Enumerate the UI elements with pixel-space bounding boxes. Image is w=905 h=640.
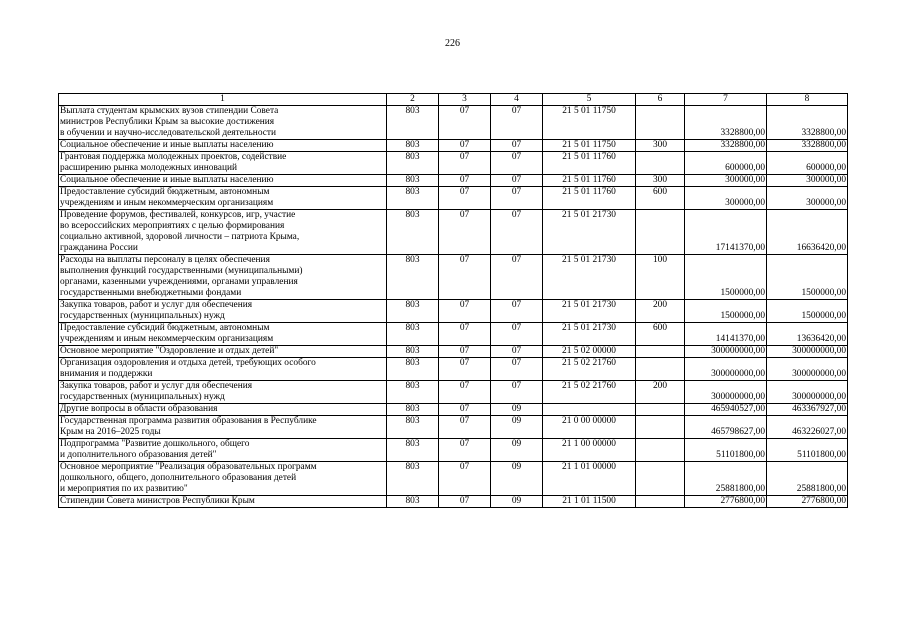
section-code-cell: 07	[439, 106, 491, 140]
target-article-cell: 21 5 01 21730	[543, 323, 636, 346]
expense-type-cell: 300	[636, 140, 685, 152]
ministry-code-cell: 803	[387, 496, 439, 508]
ministry-code-cell: 803	[387, 404, 439, 416]
amount-year1-cell: 3328800,00	[685, 106, 767, 140]
subsection-code-cell: 07	[491, 210, 543, 255]
expense-type-cell: 300	[636, 175, 685, 187]
row-description	[59, 175, 387, 187]
column-header: 2	[387, 94, 439, 106]
amount-year1-cell: 25881800,00	[685, 462, 767, 496]
table-row	[59, 175, 848, 187]
table-row	[59, 346, 848, 358]
description-line: Закупка товаров, работ и услуг для обеспечения	[60, 300, 253, 310]
subsection-code-cell: 07	[491, 187, 543, 210]
section-code-cell: 07	[439, 300, 491, 323]
amount-year1-cell: 3328800,00	[685, 140, 767, 152]
target-article-cell	[543, 404, 636, 416]
amount-year2-cell: 300000,00	[767, 187, 848, 210]
subsection-code-cell: 07	[491, 140, 543, 152]
expense-type-cell	[636, 416, 685, 439]
amount-year1-cell: 51101800,00	[685, 439, 767, 462]
expense-type-cell	[636, 346, 685, 358]
section-code-cell: 07	[439, 175, 491, 187]
budget-table	[58, 93, 848, 508]
amount-year1-cell: 1500000,00	[685, 255, 767, 300]
amount-year1-cell: 465940527,00	[685, 404, 767, 416]
table-row	[59, 255, 848, 300]
target-article-cell: 21 1 01 00000	[543, 462, 636, 496]
row-description	[59, 323, 387, 346]
table-row	[59, 152, 848, 175]
description-line: Социальное обеспечение и иные выплаты населению	[60, 140, 274, 150]
row-description	[59, 140, 387, 152]
section-code-cell: 07	[439, 323, 491, 346]
expense-type-cell: 200	[636, 381, 685, 404]
table-row	[59, 300, 848, 323]
ministry-code-cell: 803	[387, 439, 439, 462]
description-line: государственных (муниципальных) нужд	[60, 311, 225, 321]
ministry-code-cell: 803	[387, 106, 439, 140]
section-code-cell: 07	[439, 439, 491, 462]
row-description	[59, 187, 387, 210]
target-article-cell: 21 5 02 21760	[543, 358, 636, 381]
ministry-code-cell: 803	[387, 175, 439, 187]
description-line: гражданина России	[60, 243, 138, 253]
ministry-code-cell: 803	[387, 300, 439, 323]
section-code-cell: 07	[439, 358, 491, 381]
target-article-cell: 21 5 01 21730	[543, 255, 636, 300]
row-description	[59, 381, 387, 404]
amount-year2-cell: 300000,00	[767, 175, 848, 187]
subsection-code-cell: 07	[491, 346, 543, 358]
description-line: дошкольного, общего, дополнительного образования детей	[60, 473, 297, 483]
table-row	[59, 404, 848, 416]
amount-year1-cell: 17141370,00	[685, 210, 767, 255]
expense-type-cell	[636, 496, 685, 508]
column-header: 8	[767, 94, 848, 106]
description-line: внимания и поддержки	[60, 369, 153, 379]
amount-year2-cell: 600000,00	[767, 152, 848, 175]
subsection-code-cell: 09	[491, 439, 543, 462]
target-article-cell: 21 1 00 00000	[543, 439, 636, 462]
expense-type-cell	[636, 404, 685, 416]
expense-type-cell	[636, 439, 685, 462]
header-row	[59, 94, 848, 106]
description-line: Грантовая поддержка молодежных проектов, содействие	[60, 152, 287, 162]
amount-year2-cell: 13636420,00	[767, 323, 848, 346]
table-row	[59, 439, 848, 462]
row-description	[59, 106, 387, 140]
description-line: Другие вопросы в области образования	[60, 404, 218, 414]
ministry-code-cell: 803	[387, 462, 439, 496]
amount-year2-cell: 25881800,00	[767, 462, 848, 496]
table-row	[59, 416, 848, 439]
amount-year1-cell: 465798627,00	[685, 416, 767, 439]
ministry-code-cell: 803	[387, 187, 439, 210]
row-description	[59, 300, 387, 323]
ministry-code-cell: 803	[387, 381, 439, 404]
row-description	[59, 404, 387, 416]
subsection-code-cell: 07	[491, 106, 543, 140]
expense-type-cell	[636, 152, 685, 175]
subsection-code-cell: 09	[491, 496, 543, 508]
description-line: Расходы на выплаты персоналу в целях обеспечения	[60, 255, 270, 265]
table-row	[59, 323, 848, 346]
section-code-cell: 07	[439, 152, 491, 175]
table-row	[59, 358, 848, 381]
column-header: 1	[59, 94, 387, 106]
expense-type-cell: 600	[636, 187, 685, 210]
expense-type-cell: 100	[636, 255, 685, 300]
table-row	[59, 381, 848, 404]
description-line: Подпрограмма "Развитие дошкольного, общего	[60, 439, 250, 449]
target-article-cell: 21 0 00 00000	[543, 416, 636, 439]
section-code-cell: 07	[439, 210, 491, 255]
description-line: Государственная программа развития образования в Республике	[60, 416, 317, 426]
row-description	[59, 416, 387, 439]
amount-year1-cell: 300000000,00	[685, 346, 767, 358]
column-header: 3	[439, 94, 491, 106]
section-code-cell: 07	[439, 381, 491, 404]
expense-type-cell: 600	[636, 323, 685, 346]
description-line: в обучении и научно-исследовательской деятельности	[60, 128, 277, 138]
amount-year2-cell: 463367927,00	[767, 404, 848, 416]
row-description	[59, 210, 387, 255]
description-line: расширению рынка молодежных инноваций	[60, 163, 237, 173]
column-header: 5	[543, 94, 636, 106]
subsection-code-cell: 07	[491, 152, 543, 175]
row-description	[59, 462, 387, 496]
description-line: Закупка товаров, работ и услуг для обеспечения	[60, 381, 253, 391]
target-article-cell: 21 5 01 11760	[543, 175, 636, 187]
ministry-code-cell: 803	[387, 210, 439, 255]
amount-year2-cell: 300000000,00	[767, 358, 848, 381]
target-article-cell: 21 1 01 11500	[543, 496, 636, 508]
row-description	[59, 358, 387, 381]
section-code-cell: 07	[439, 346, 491, 358]
table-row	[59, 187, 848, 210]
target-article-cell: 21 5 01 21730	[543, 210, 636, 255]
table-row	[59, 140, 848, 152]
ministry-code-cell: 803	[387, 323, 439, 346]
description-line: и мероприятия по их развитию"	[60, 484, 188, 494]
description-line: Основное мероприятие "Оздоровление и отдых детей"	[60, 346, 279, 356]
description-line: социально активной, здоровой личности – патриота Крыма,	[60, 232, 300, 242]
section-code-cell: 07	[439, 496, 491, 508]
description-line: учреждениям и иным некоммерческим организациям	[60, 334, 274, 344]
description-line: Предоставление субсидий бюджетным, автономным	[60, 323, 270, 333]
section-code-cell: 07	[439, 404, 491, 416]
expense-type-cell	[636, 210, 685, 255]
description-line: Социальное обеспечение и иные выплаты населению	[60, 175, 274, 185]
description-line: выполнения функций государственными (муниципальными)	[60, 266, 303, 276]
subsection-code-cell: 07	[491, 323, 543, 346]
amount-year1-cell: 300000,00	[685, 187, 767, 210]
target-article-cell: 21 5 01 11750	[543, 106, 636, 140]
amount-year2-cell: 1500000,00	[767, 255, 848, 300]
subsection-code-cell: 07	[491, 358, 543, 381]
description-line: во всероссийских мероприятиях с целью формирования	[60, 221, 285, 231]
subsection-code-cell: 09	[491, 404, 543, 416]
amount-year2-cell: 300000000,00	[767, 381, 848, 404]
ministry-code-cell: 803	[387, 346, 439, 358]
ministry-code-cell: 803	[387, 140, 439, 152]
ministry-code-cell: 803	[387, 255, 439, 300]
description-line: Выплата студентам крымских вузов стипендии Совета	[60, 106, 279, 116]
description-line: Стипендии Совета министров Республики Крым	[60, 496, 255, 506]
amount-year1-cell: 300000000,00	[685, 358, 767, 381]
description-line: государственными внебюджетными фондами	[60, 288, 242, 298]
description-line: Предоставление субсидий бюджетным, автономным	[60, 187, 270, 197]
section-code-cell: 07	[439, 187, 491, 210]
amount-year2-cell: 3328800,00	[767, 140, 848, 152]
target-article-cell: 21 5 01 11760	[543, 152, 636, 175]
amount-year1-cell: 14141370,00	[685, 323, 767, 346]
subsection-code-cell: 07	[491, 175, 543, 187]
description-line: и дополнительного образования детей"	[60, 450, 217, 460]
table-body	[59, 106, 848, 508]
description-line: Основное мероприятие "Реализация образовательных программ	[60, 462, 317, 472]
subsection-code-cell: 07	[491, 255, 543, 300]
row-description	[59, 346, 387, 358]
row-description	[59, 496, 387, 508]
description-line: Крым на 2016–2025 годы	[60, 427, 161, 437]
amount-year1-cell: 2776800,00	[685, 496, 767, 508]
subsection-code-cell: 07	[491, 381, 543, 404]
row-description	[59, 152, 387, 175]
description-line: учреждениям и иным некоммерческим организациям	[60, 198, 274, 208]
amount-year2-cell: 300000000,00	[767, 346, 848, 358]
amount-year1-cell: 1500000,00	[685, 300, 767, 323]
target-article-cell: 21 5 02 21760	[543, 381, 636, 404]
section-code-cell: 07	[439, 140, 491, 152]
table-row	[59, 106, 848, 140]
target-article-cell: 21 5 02 00000	[543, 346, 636, 358]
row-description	[59, 439, 387, 462]
column-header: 7	[685, 94, 767, 106]
description-line: органами, казенными учреждениями, органами управления	[60, 277, 298, 287]
ministry-code-cell: 803	[387, 416, 439, 439]
expense-type-cell: 200	[636, 300, 685, 323]
amount-year2-cell: 2776800,00	[767, 496, 848, 508]
amount-year1-cell: 300000000,00	[685, 381, 767, 404]
row-description	[59, 255, 387, 300]
table-row	[59, 210, 848, 255]
amount-year2-cell: 51101800,00	[767, 439, 848, 462]
amount-year2-cell: 3328800,00	[767, 106, 848, 140]
section-code-cell: 07	[439, 416, 491, 439]
amount-year1-cell: 600000,00	[685, 152, 767, 175]
description-line: Проведение форумов, фестивалей, конкурсов, игр, участие	[60, 210, 296, 220]
expense-type-cell	[636, 358, 685, 381]
column-header: 4	[491, 94, 543, 106]
target-article-cell: 21 5 01 11750	[543, 140, 636, 152]
table-row	[59, 496, 848, 508]
table-row	[59, 462, 848, 496]
column-header: 6	[636, 94, 685, 106]
subsection-code-cell: 07	[491, 300, 543, 323]
amount-year2-cell: 1500000,00	[767, 300, 848, 323]
expense-type-cell	[636, 462, 685, 496]
subsection-code-cell: 09	[491, 416, 543, 439]
section-code-cell: 07	[439, 462, 491, 496]
description-line: государственных (муниципальных) нужд	[60, 392, 225, 402]
ministry-code-cell: 803	[387, 152, 439, 175]
description-line: министров Республики Крым за высокие достижения	[60, 117, 275, 127]
subsection-code-cell: 09	[491, 462, 543, 496]
amount-year1-cell: 300000,00	[685, 175, 767, 187]
amount-year2-cell: 16636420,00	[767, 210, 848, 255]
target-article-cell: 21 5 01 21730	[543, 300, 636, 323]
target-article-cell: 21 5 01 11760	[543, 187, 636, 210]
section-code-cell: 07	[439, 255, 491, 300]
amount-year2-cell: 463226027,00	[767, 416, 848, 439]
ministry-code-cell: 803	[387, 358, 439, 381]
expense-type-cell	[636, 106, 685, 140]
page-number: 226	[445, 38, 460, 49]
description-line: Организация оздоровления и отдыха детей, требующих особого	[60, 358, 316, 368]
